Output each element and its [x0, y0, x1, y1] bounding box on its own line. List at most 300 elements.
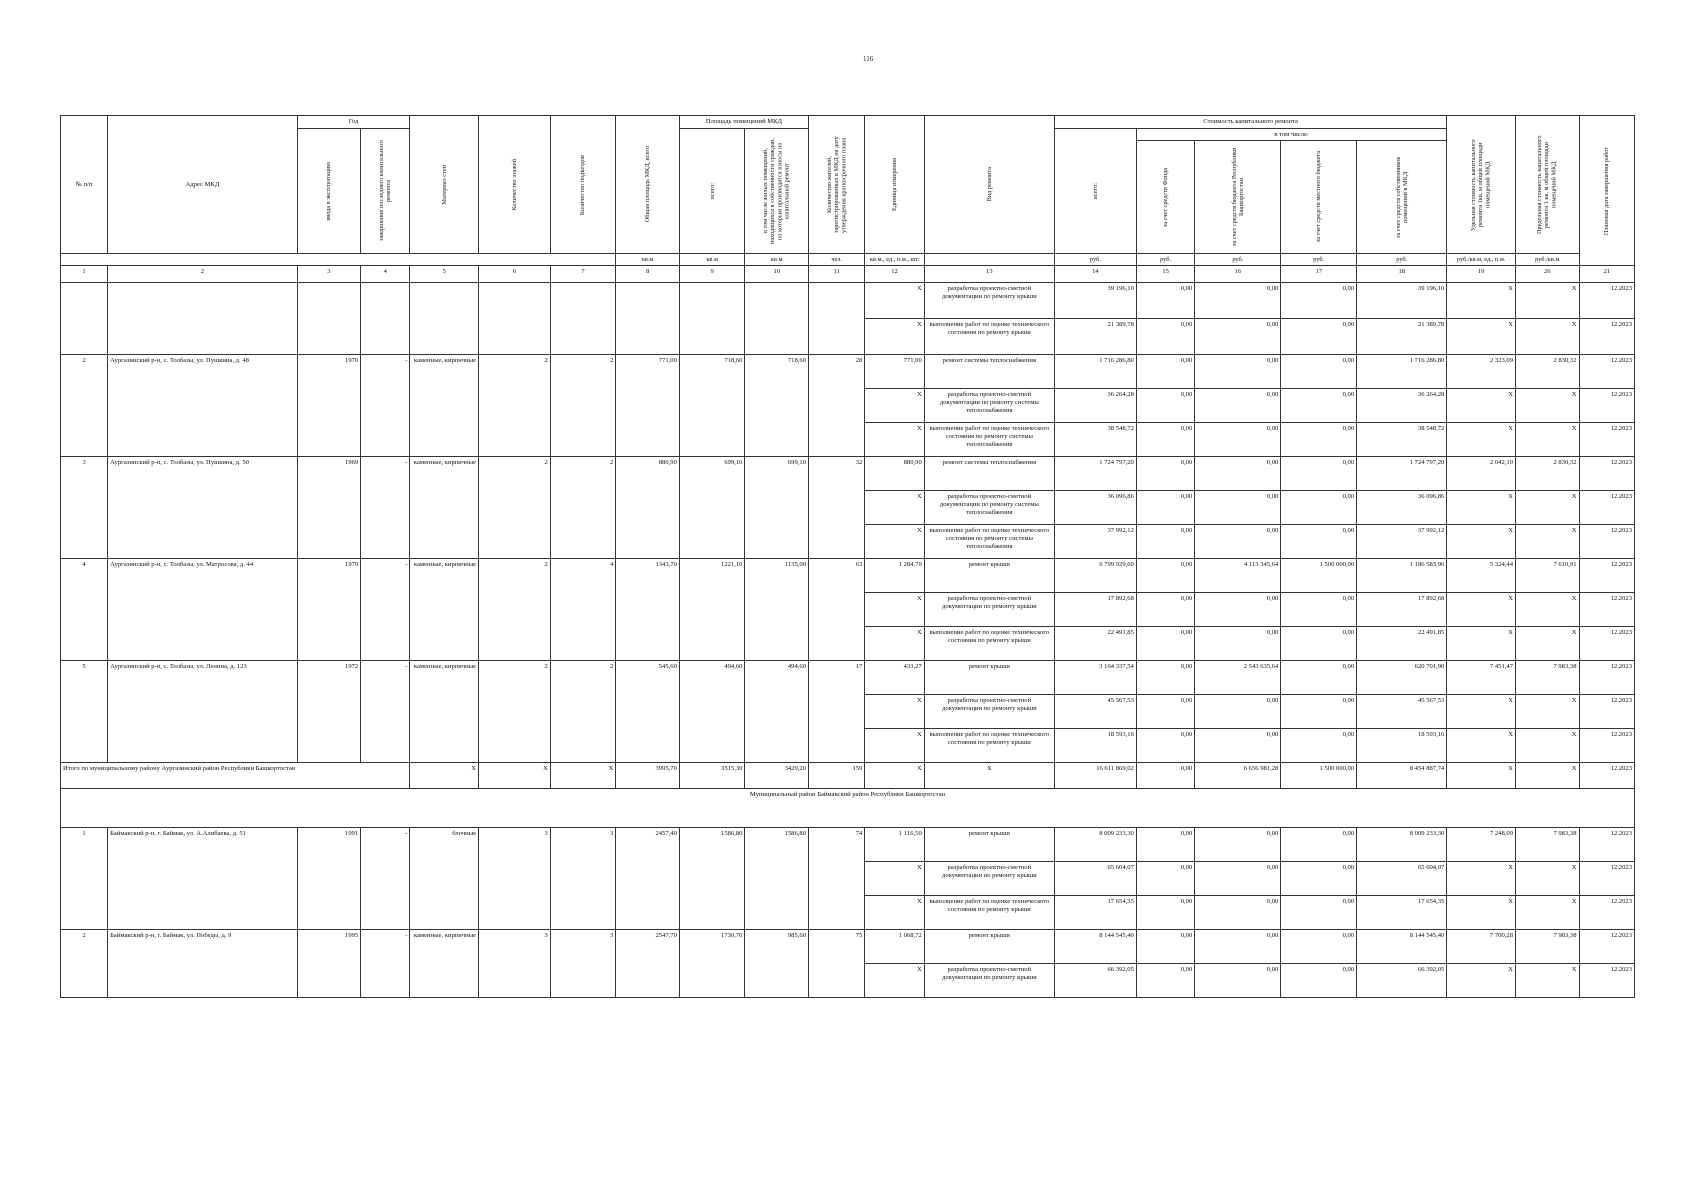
cost-total: 17 892,68	[1054, 593, 1136, 627]
max-cost: 7 610,91	[1515, 559, 1579, 593]
max-cost: X	[1515, 593, 1579, 627]
cost-total: 39 196,10	[1054, 283, 1136, 319]
total-label: Итого по муниципальному району Аургазинский район Республики Башкортостан	[61, 763, 410, 789]
unit-mark: X	[865, 695, 924, 729]
cost-local: 1 500 000,00	[1281, 559, 1357, 593]
cost-fund: 0,00	[1136, 896, 1194, 930]
unit-cell: руб.	[1136, 254, 1194, 266]
cost-owners: 22 491,85	[1357, 627, 1447, 661]
work-type: выполнение работ по оценке технического состояния по ремонту крыши	[924, 627, 1054, 661]
quantity: 1 284,70	[865, 559, 924, 593]
work-type: выполнение работ по оценке технического состояния по ремонту крыши	[924, 729, 1054, 763]
floors: 2	[479, 355, 551, 457]
planned-date: 12.2023	[1579, 661, 1634, 695]
unit-mark: X	[865, 389, 924, 423]
planned-date: 12.2023	[1579, 763, 1634, 789]
max-cost: X	[1515, 389, 1579, 423]
cost-owners: 620 701,90	[1357, 661, 1447, 695]
header-floors: Количество этажей	[479, 116, 551, 254]
cost-republic: 0,00	[1195, 389, 1281, 423]
address: Аургазинский р-н, с. Толбазы, ул. Матросова, д. 44	[108, 559, 298, 661]
premises-total: 699,10	[679, 457, 745, 559]
cost-total: 8 144 545,40	[1054, 930, 1136, 964]
cost-republic: 0,00	[1195, 828, 1281, 862]
column-numbers-row	[61, 266, 1635, 283]
work-type: ремонт системы теплоснабжения	[924, 355, 1054, 389]
work-type: разработка проектно-сметной документации по ремонту крыши	[924, 695, 1054, 729]
year-commissioning: 1979	[297, 559, 361, 661]
planned-date: 12.2023	[1579, 389, 1634, 423]
unit-cost: 7 700,28	[1447, 930, 1516, 964]
header-unit: Единица измерения	[865, 116, 924, 254]
unit-cost: X	[1447, 283, 1516, 319]
work-type: выполнение работ по оценке технического состояния по ремонту крыши	[924, 319, 1054, 355]
max-cost: X	[1515, 763, 1579, 789]
max-cost: X	[1515, 627, 1579, 661]
planned-date: 12.2023	[1579, 491, 1634, 525]
total-area: 1343,70	[616, 559, 680, 661]
cost-local: 0,00	[1281, 627, 1357, 661]
unit-cost: X	[1447, 525, 1516, 559]
address: Аургазинский р-н, с. Толбазы, ул. Ленина, д. 123	[108, 661, 298, 763]
work-type: ремонт системы теплоснабжения	[924, 457, 1054, 491]
unit-cell: кв.м	[616, 254, 680, 266]
cost-local: 0,00	[1281, 661, 1357, 695]
entrances: X	[550, 763, 616, 789]
unit-blank	[924, 254, 1054, 266]
unit-mark: X	[865, 729, 924, 763]
max-cost: X	[1515, 319, 1579, 355]
premises-owned: 1586,80	[745, 828, 809, 930]
cost-owners: 8 144 545,40	[1357, 930, 1447, 964]
column-number: 14	[1054, 266, 1136, 283]
header-cost-fund: за счет средств Фонда	[1136, 141, 1194, 254]
year-commissioning: 1991	[297, 828, 361, 930]
cost-republic: 2 543 635,64	[1195, 661, 1281, 695]
column-number: 1	[61, 266, 108, 283]
cost-owners: 1 186 583,96	[1357, 559, 1447, 593]
cost-republic: 0,00	[1195, 423, 1281, 457]
unit-cell: кв.м	[745, 254, 809, 266]
year-commissioning: 1969	[297, 457, 361, 559]
cost-republic: 0,00	[1195, 627, 1281, 661]
cost-republic: 0,00	[1195, 283, 1281, 319]
cost-owners: 66 392,05	[1357, 964, 1447, 998]
table-row	[61, 930, 1635, 964]
residents: 159	[809, 763, 865, 789]
cost-total: 6 799 929,60	[1054, 559, 1136, 593]
section-row	[61, 789, 1635, 828]
header-year: Год	[297, 116, 410, 129]
work-type: разработка проектно-сметной документации по ремонту крыши	[924, 964, 1054, 998]
capital-repair-table	[60, 115, 1635, 998]
page-number: 116	[863, 55, 874, 63]
cost-republic: 0,00	[1195, 862, 1281, 896]
cost-fund: 0,00	[1136, 695, 1194, 729]
cost-total: 16 611 869,02	[1054, 763, 1136, 789]
header-premises-total: всего:	[679, 128, 745, 254]
cost-owners: 45 567,53	[1357, 695, 1447, 729]
year-commissioning: 1995	[297, 930, 361, 998]
premises-total: 3515,30	[679, 763, 745, 789]
header-cost-republic: за счет средств бюджета Республики Башкортостан	[1195, 141, 1281, 254]
total-row	[61, 763, 1635, 789]
cost-local: 0,00	[1281, 593, 1357, 627]
cost-republic: 0,00	[1195, 729, 1281, 763]
header-residents: Количество жителей, зарегистрированных в МКД на дату утверждения краткосрочного плана	[809, 116, 865, 254]
cost-fund: 0,00	[1136, 862, 1194, 896]
year-commissioning: 1972	[297, 661, 361, 763]
work-type: разработка проектно-сметной документации по ремонту крыши	[924, 862, 1054, 896]
floors: 2	[479, 661, 551, 763]
unit-mark: X	[865, 593, 924, 627]
cost-total: 65 604,07	[1054, 862, 1136, 896]
column-number: 3	[297, 266, 361, 283]
row-number: 4	[61, 559, 108, 661]
cost-owners: 21 389,78	[1357, 319, 1447, 355]
premises-owned: 718,60	[745, 355, 809, 457]
total-area: 880,90	[616, 457, 680, 559]
table-row	[61, 828, 1635, 862]
column-number: 2	[108, 266, 298, 283]
cost-fund: 0,00	[1136, 319, 1194, 355]
cost-local: 0,00	[1281, 423, 1357, 457]
units-blank	[61, 254, 616, 266]
cost-local: 0,00	[1281, 695, 1357, 729]
column-number: 6	[479, 266, 551, 283]
premises-total: 1221,10	[679, 559, 745, 661]
cost-fund: 0,00	[1136, 423, 1194, 457]
year-last-repair: -	[361, 828, 410, 930]
cost-local: 0,00	[1281, 319, 1357, 355]
column-number: 5	[410, 266, 479, 283]
planned-date: 12.2023	[1579, 729, 1634, 763]
cost-republic: 0,00	[1195, 491, 1281, 525]
cost-local: 0,00	[1281, 283, 1357, 319]
column-number: 17	[1281, 266, 1357, 283]
address: Аургазинский р-н, с. Толбазы, ул. Пушкина, д. 48	[108, 355, 298, 457]
unit-mark: X	[865, 283, 924, 319]
cost-owners: 17 892,68	[1357, 593, 1447, 627]
cost-fund: 0,00	[1136, 389, 1194, 423]
cost-republic: 0,00	[1195, 930, 1281, 964]
units-row	[61, 254, 1635, 266]
cost-republic: 6 656 981,28	[1195, 763, 1281, 789]
unit-cell: руб.	[1357, 254, 1447, 266]
address: Баймакский р-н, г. Баймак, ул. А.Алибаева, д. 51	[108, 828, 298, 930]
floors: 3	[479, 930, 551, 998]
unit-cost: X	[1447, 729, 1516, 763]
cost-republic: 0,00	[1195, 896, 1281, 930]
work-type: X	[924, 763, 1054, 789]
residents: 63	[809, 559, 865, 661]
table-row	[61, 355, 1635, 389]
max-cost: X	[1515, 491, 1579, 525]
cost-owners: 37 992,12	[1357, 525, 1447, 559]
planned-date: 12.2023	[1579, 593, 1634, 627]
unit-cell: руб.	[1054, 254, 1136, 266]
column-number: 11	[809, 266, 865, 283]
residents: 17	[809, 661, 865, 763]
table-row	[61, 457, 1635, 491]
cost-owners: 38 548,72	[1357, 423, 1447, 457]
unit-mark: X	[865, 896, 924, 930]
column-number: 13	[924, 266, 1054, 283]
work-type: разработка проектно-сметной документации по ремонту системы теплоснабжения	[924, 389, 1054, 423]
cost-republic: 0,00	[1195, 695, 1281, 729]
cost-total: 45 567,53	[1054, 695, 1136, 729]
planned-date: 12.2023	[1579, 964, 1634, 998]
premises-owned: 699,10	[745, 457, 809, 559]
unit-cost: X	[1447, 423, 1516, 457]
table-row	[61, 661, 1635, 695]
total-area: 545,60	[616, 661, 680, 763]
cost-owners: 1 724 797,20	[1357, 457, 1447, 491]
cost-fund: 0,00	[1136, 964, 1194, 998]
unit-cost: X	[1447, 593, 1516, 627]
max-cost: X	[1515, 695, 1579, 729]
total-area: 2547,70	[616, 930, 680, 998]
unit-cell: руб./кв.м, ед., п.м.	[1447, 254, 1516, 266]
floors: 2	[479, 457, 551, 559]
unit-cost: 2 042,10	[1447, 457, 1516, 491]
max-cost: 7 983,38	[1515, 661, 1579, 695]
header-max-cost: Предельная стоимость капитального ремонта 1 кв. м общей площади помещений МКД	[1515, 116, 1579, 254]
max-cost: 7 983,38	[1515, 930, 1579, 964]
premises-total: 1586,80	[679, 828, 745, 930]
max-cost: X	[1515, 525, 1579, 559]
planned-date: 12.2023	[1579, 283, 1634, 319]
max-cost: X	[1515, 896, 1579, 930]
cost-fund: 0,00	[1136, 661, 1194, 695]
column-number: 8	[616, 266, 680, 283]
residents: 74	[809, 828, 865, 930]
max-cost: X	[1515, 862, 1579, 896]
cost-total: 22 491,85	[1054, 627, 1136, 661]
total-area: 2457,40	[616, 828, 680, 930]
header-entrances: Количество подъездов	[550, 116, 616, 254]
cost-total: 37 992,12	[1054, 525, 1136, 559]
max-cost: X	[1515, 729, 1579, 763]
cost-total: 1 724 797,20	[1054, 457, 1136, 491]
planned-date: 12.2023	[1579, 319, 1634, 355]
unit-cell: кв.м., ед., п.м., шт.	[865, 254, 924, 266]
header-cost-owners: за счет средств собственников помещений в МКД	[1357, 141, 1447, 254]
unit-mark: X	[865, 862, 924, 896]
entrances: 2	[550, 457, 616, 559]
cost-total: 8 009 233,30	[1054, 828, 1136, 862]
header-cost-total: всего:	[1054, 128, 1136, 254]
year-last-repair: -	[361, 930, 410, 998]
header-unit-cost: Удельная стоимость капитального ремонта 1кв. м общей площади помещений МКД	[1447, 116, 1516, 254]
cost-republic: 0,00	[1195, 457, 1281, 491]
header-address: Адрес МКД	[108, 116, 298, 254]
wall-material: X	[410, 763, 479, 789]
floors: X	[479, 763, 551, 789]
cost-republic: 0,00	[1195, 593, 1281, 627]
cost-local: 0,00	[1281, 355, 1357, 389]
column-number: 10	[745, 266, 809, 283]
premises-owned: 985,60	[745, 930, 809, 998]
table-row	[61, 559, 1635, 593]
header-including: в том числе:	[1136, 128, 1446, 141]
work-type: ремонт крыши	[924, 559, 1054, 593]
planned-date: 12.2023	[1579, 627, 1634, 661]
table-row	[61, 283, 1635, 319]
entrances: 3	[550, 930, 616, 998]
quantity: X	[865, 763, 924, 789]
unit-mark: X	[865, 627, 924, 661]
header-year-last-repair: завершение последнего капитального ремонта	[361, 128, 410, 254]
column-number: 12	[865, 266, 924, 283]
column-number: 19	[1447, 266, 1516, 283]
max-cost: X	[1515, 964, 1579, 998]
unit-cost: 7 451,47	[1447, 661, 1516, 695]
premises-total: 1730,70	[679, 930, 745, 998]
cost-total: 21 389,78	[1054, 319, 1136, 355]
cost-fund: 0,00	[1136, 525, 1194, 559]
unit-cell: руб.	[1195, 254, 1281, 266]
unit-mark: X	[865, 423, 924, 457]
quantity: 771,00	[865, 355, 924, 389]
entrances: 3	[550, 828, 616, 930]
address: Баймакский р-н, г. Баймак, ул. Победы, д. 9	[108, 930, 298, 998]
cost-local: 0,00	[1281, 896, 1357, 930]
column-number: 4	[361, 266, 410, 283]
row-number: 3	[61, 457, 108, 559]
cost-fund: 0,00	[1136, 491, 1194, 525]
unit-cost: 5 324,44	[1447, 559, 1516, 593]
work-type: выполнение работ по оценке технического состояния по ремонту системы теплоснабжения	[924, 423, 1054, 457]
total-area: 3995,70	[616, 763, 680, 789]
planned-date: 12.2023	[1579, 896, 1634, 930]
total-area: 771,00	[616, 355, 680, 457]
unit-cost: 7 248,09	[1447, 828, 1516, 862]
work-type: ремонт крыши	[924, 930, 1054, 964]
cost-local: 1 500 000,00	[1281, 763, 1357, 789]
cost-fund: 0,00	[1136, 930, 1194, 964]
column-number: 21	[1579, 266, 1634, 283]
cost-republic: 0,00	[1195, 355, 1281, 389]
planned-date: 12.2023	[1579, 457, 1634, 491]
column-number: 7	[550, 266, 616, 283]
quantity: 1 068,72	[865, 930, 924, 964]
entrances: 2	[550, 661, 616, 763]
cost-fund: 0,00	[1136, 729, 1194, 763]
cost-fund: 0,00	[1136, 593, 1194, 627]
header-total-area: Общая площадь МКД, всего	[616, 116, 680, 254]
unit-cell: кв.м	[679, 254, 745, 266]
column-number: 9	[679, 266, 745, 283]
entrances: 2	[550, 355, 616, 457]
column-number: 15	[1136, 266, 1194, 283]
cost-local: 0,00	[1281, 862, 1357, 896]
cost-local: 0,00	[1281, 930, 1357, 964]
cost-owners: 39 196,10	[1357, 283, 1447, 319]
column-number: 20	[1515, 266, 1579, 283]
unit-cell: руб./кв.м	[1515, 254, 1579, 266]
cost-owners: 36 264,28	[1357, 389, 1447, 423]
row-number: 2	[61, 930, 108, 998]
premises-owned: 494,60	[745, 661, 809, 763]
cost-owners: 65 604,07	[1357, 862, 1447, 896]
row-number: 2	[61, 355, 108, 457]
cost-total: 36 096,86	[1054, 491, 1136, 525]
work-type: разработка проектно-сметной документации по ремонту крыши	[924, 283, 1054, 319]
wall-material: каменные, кирпичные	[410, 457, 479, 559]
year-last-repair: -	[361, 457, 410, 559]
year-commissioning: 1970	[297, 355, 361, 457]
row-number: 1	[61, 828, 108, 930]
wall-material: каменные, кирпичные	[410, 559, 479, 661]
wall-material: каменные, кирпичные	[410, 355, 479, 457]
planned-date: 12.2023	[1579, 862, 1634, 896]
work-type: ремонт крыши	[924, 661, 1054, 695]
unit-cost: X	[1447, 491, 1516, 525]
quantity: 433,27	[865, 661, 924, 695]
wall-material: каменные, кирпичные	[410, 930, 479, 998]
max-cost: X	[1515, 283, 1579, 319]
header-cost-local: за счет средств местного бюджета	[1281, 141, 1357, 254]
premises-owned: 1135,00	[745, 559, 809, 661]
floors: 2	[479, 559, 551, 661]
max-cost: 2 830,32	[1515, 457, 1579, 491]
planned-date: 12.2023	[1579, 355, 1634, 389]
cost-total: 3 164 337,54	[1054, 661, 1136, 695]
planned-date: 12.2023	[1579, 695, 1634, 729]
planned-date: 12.2023	[1579, 423, 1634, 457]
work-type: выполнение работ по оценке технического состояния по ремонту крыши	[924, 896, 1054, 930]
header-year-commissioning: ввода в эксплуатацию	[297, 128, 361, 254]
max-cost: 2 830,32	[1515, 355, 1579, 389]
unit-cell: руб.	[1281, 254, 1357, 266]
entrances: 4	[550, 559, 616, 661]
cost-local: 0,00	[1281, 525, 1357, 559]
unit-mark: X	[865, 964, 924, 998]
wall-material: блочные	[410, 828, 479, 930]
floors: 3	[479, 828, 551, 930]
unit-cost: X	[1447, 319, 1516, 355]
work-type: выполнение работ по оценке технического состояния по ремонту системы теплоснабжения	[924, 525, 1054, 559]
section-title: Муниципальный район Баймакский район Республики Башкортостан	[61, 789, 1635, 828]
max-cost: X	[1515, 423, 1579, 457]
unit-cell: чел.	[809, 254, 865, 266]
column-number: 18	[1357, 266, 1447, 283]
cost-owners: 18 593,16	[1357, 729, 1447, 763]
planned-date: 12.2023	[1579, 559, 1634, 593]
cost-owners: 8 454 887,74	[1357, 763, 1447, 789]
unit-cost: X	[1447, 695, 1516, 729]
premises-total: 718,60	[679, 355, 745, 457]
cost-fund: 0,00	[1136, 763, 1194, 789]
cost-owners: 36 096,86	[1357, 491, 1447, 525]
cost-local: 0,00	[1281, 389, 1357, 423]
unit-cost: X	[1447, 896, 1516, 930]
quantity: 1 116,50	[865, 828, 924, 862]
planned-date: 12.2023	[1579, 525, 1634, 559]
year-last-repair: -	[361, 661, 410, 763]
header-planned-date: Плановая дата завершения работ	[1579, 116, 1634, 266]
cost-local: 0,00	[1281, 828, 1357, 862]
year-last-repair: -	[361, 355, 410, 457]
unit-cost: X	[1447, 763, 1516, 789]
unit-mark: X	[865, 525, 924, 559]
unit-cost: X	[1447, 627, 1516, 661]
cost-local: 0,00	[1281, 491, 1357, 525]
address: Аургазинский р-н, с. Толбазы, ул. Пушкина, д. 50	[108, 457, 298, 559]
cost-total: 66 392,05	[1054, 964, 1136, 998]
residents: 75	[809, 930, 865, 998]
